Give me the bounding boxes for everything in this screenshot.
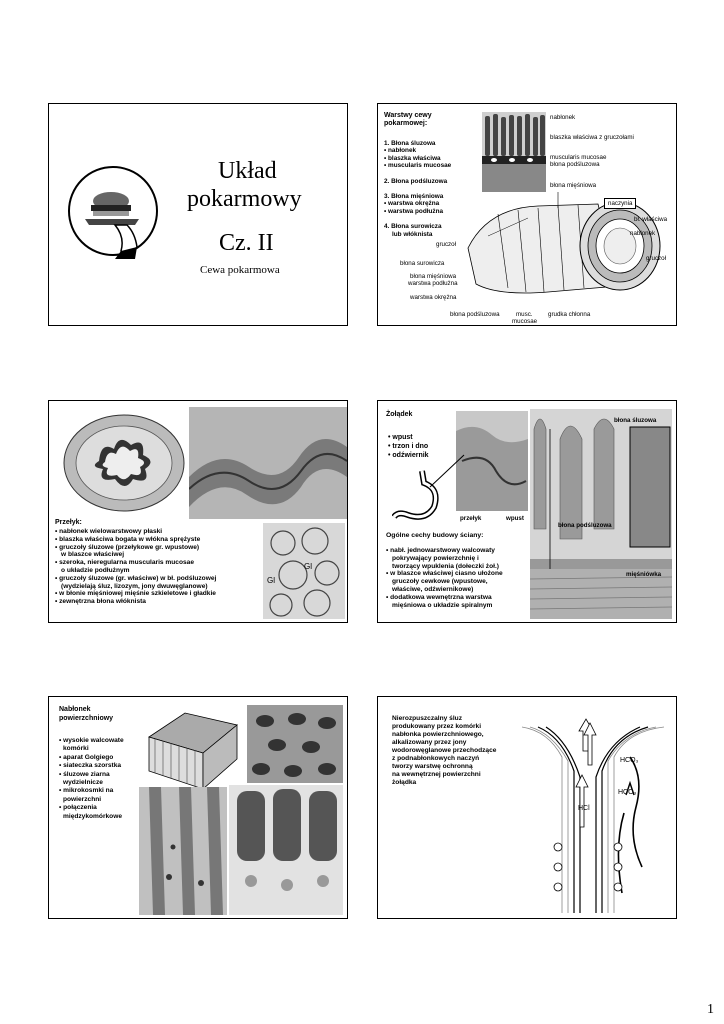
- label-hco3-right: HCO₃: [618, 789, 637, 796]
- label-blona-sluzowa: błona śluzowa: [614, 417, 657, 424]
- label-hco3-top: HCO₃: [620, 757, 639, 764]
- esophagus-micrograph-wall: [189, 407, 347, 519]
- stomach-heading: Żołądek: [386, 411, 413, 418]
- epithelium-list: • wysokie walcowate komórki • aparat Golgiego • siateczka szorstka • śluzowe ziarna wydzielnicze • mikrokosmki na powierzchni • połączenia międzykomórkowe: [59, 737, 124, 820]
- label-blona-podsluzowa-top: błona podśluzowa: [550, 161, 600, 168]
- label-gruczol-left: gruczoł: [436, 241, 456, 248]
- label-bl-wlasciwa: bł. właściwa: [634, 216, 668, 223]
- layer-1: 1. Błona śluzowa • nabłonek • blaszka właściwa • muscularis mucosae: [384, 140, 452, 170]
- stomach-features-list: • nabł. jednowarstwowy walcowaty pokrywający powierzchnię i tworzący wpuklenia (dołeczki żoł.) • w blaszce właściwej ciasno ułożone gruczoły cewkowe (wpustowe, właściwe, odźwiernikowe) • dodatkowa wewnętrzna warstwa mięśniowa o układzie spiralnym: [386, 547, 503, 609]
- label-muscularis: muscularis mucosae: [550, 154, 607, 161]
- layer-2: 2. Błona podśluzowa: [384, 177, 448, 185]
- label-warstwa-okrezna: warstwa okrężna: [410, 294, 457, 301]
- columnar-cells-micrograph: [139, 787, 227, 915]
- slide-1-title: [48, 103, 348, 326]
- digestive-tube-diagram: [428, 188, 677, 318]
- label-nablonek-right: nabłonek: [630, 230, 656, 237]
- slide-5-epithelium: [48, 696, 348, 919]
- label-blaszka-gruczoly: blaszka właściwa z gruczołami: [550, 134, 634, 141]
- slide-6-mucus: [377, 696, 677, 919]
- label-przelyk: przełyk: [460, 515, 482, 522]
- label-musc-1: musc.: [516, 311, 533, 318]
- gl-label-1: Gl: [304, 562, 312, 571]
- surface-sem-micrograph: [247, 705, 343, 783]
- label-miesniowka: mięśniówka: [626, 571, 662, 578]
- mucus-description: Nierozpuszczalny śluz produkowany przez komórki nabłonka powierzchniowego, alkalizowany przez jony wodorowęglanowe przechodzące z podnabłonkowych naczyń tworzy warstwę ochronną na wewnętrznej powierzchni żołądka: [392, 715, 497, 786]
- mucous-granules-micrograph: [229, 785, 343, 915]
- layers-heading: Warstwy cewy pokarmowej:: [384, 112, 432, 128]
- label-miesniowa-podluzna-1: błona mięśniowa: [410, 273, 457, 280]
- page-number: 1: [707, 1002, 714, 1017]
- label-nablonek-top: nabłonek: [550, 114, 576, 121]
- waiter-serving-burger-illustration: [65, 159, 165, 277]
- cardia-pointer-line: [428, 451, 468, 491]
- title-line-2: pokarmowy: [187, 186, 302, 212]
- title-line-1: Układ: [218, 158, 277, 184]
- gastric-pit-diagram: [518, 717, 668, 913]
- label-blona-podsluzowa-bottom: błona podśluzowa: [450, 311, 500, 318]
- layer-3: 3. Błona mięśniowa • warstwa okrężna • warstwa podłużna: [384, 193, 444, 215]
- label-miesniowa-podluzna-2: warstwa podłużna: [408, 280, 458, 287]
- slide-3-esophagus: [48, 400, 348, 623]
- surface-3d-illustration: [145, 707, 241, 793]
- epithelium-heading-2: powierzchniowy: [59, 715, 114, 722]
- label-blona-podsluzowa: błona podśluzowa: [558, 522, 612, 529]
- slide-4-stomach: [377, 400, 677, 623]
- slide-2-layers: [377, 103, 677, 326]
- label-wpust: wpust: [506, 515, 524, 522]
- stomach-features-heading: Ogólne cechy budowy ściany:: [386, 532, 484, 539]
- stomach-parts: • wpust • trzon i dno • odźwiernik: [388, 434, 429, 459]
- label-blona-surowicza: błona surowicza: [400, 260, 445, 267]
- label-hcl: HCl: [578, 805, 590, 812]
- label-gruczol-right: gruczoł: [646, 255, 666, 262]
- title-subtitle: Cewa pokarmowa: [200, 264, 280, 276]
- mucosa-micrograph: [482, 112, 546, 192]
- label-blona-miesniowa-top: błona mięśniowa: [550, 182, 597, 189]
- stomach-wall-micrograph: [530, 409, 672, 619]
- label-naczynia: naczynia: [604, 198, 636, 209]
- esophagus-list: • nabłonek wielowarstwowy płaski • blaszka właściwa bogata w włókna sprężyste • gruczoły śluzowe (przełykowe gr. wpustowe) w blaszce właściwej • szeroka, nieregularna muscularis mucosae o układzie podłużnym • gruczoły śluzowe (gr. właściwe) w bł. podśluzowej (wydzielają śluz, lizozym, jony dwuwęglanowe) • w błonie mięśniowej mięśnie szkieletowe i gładkie • zewnętrzna błona włóknista: [55, 528, 217, 606]
- epithelium-heading-1: Nabłonek: [59, 706, 91, 713]
- esophagus-heading: Przełyk:: [55, 519, 82, 526]
- glands-micrograph: [263, 523, 345, 619]
- title-part: Cz. II: [219, 230, 274, 256]
- esophagus-cross-section: [59, 411, 189, 516]
- gl-label-2: Gl: [267, 576, 275, 585]
- label-musc-2: mucosae: [512, 318, 538, 325]
- layer-4: 4. Błona surowicza lub włóknista: [384, 223, 442, 238]
- label-grudka-chlonna: grudka chłonna: [548, 311, 591, 318]
